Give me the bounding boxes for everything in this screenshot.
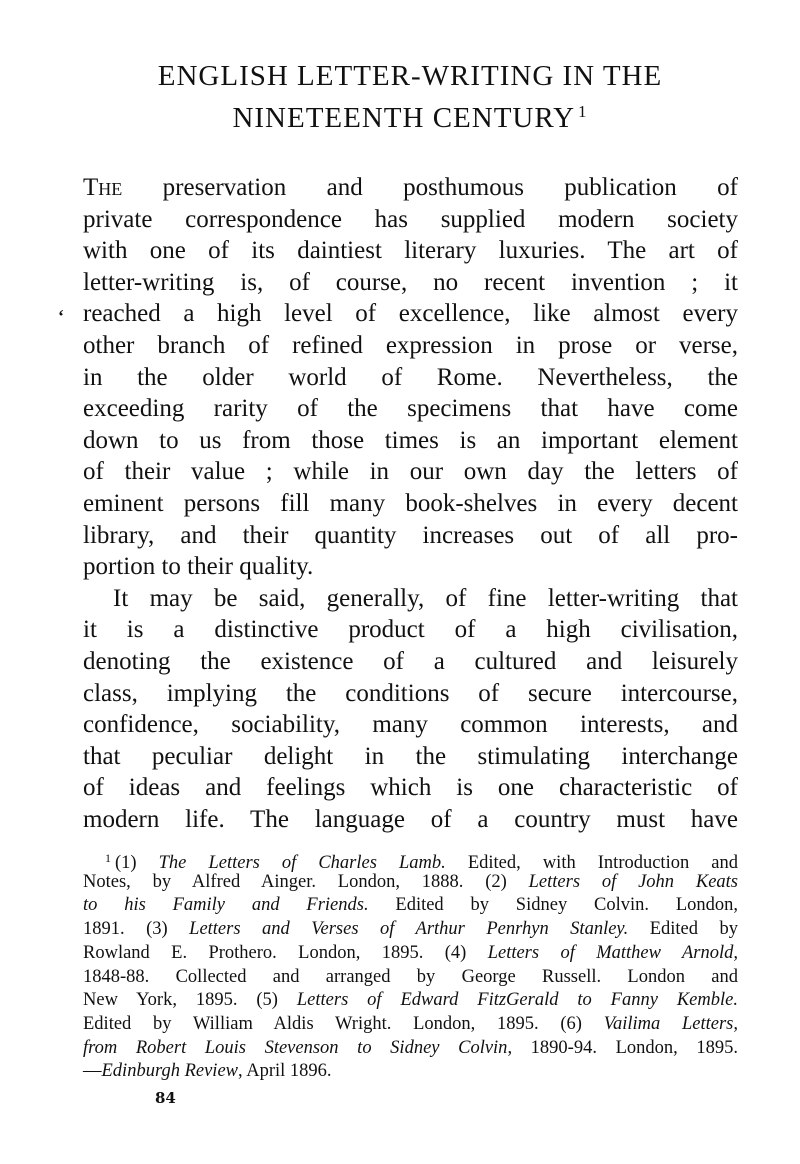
body-line-text: reached a high level of excellence, like almost every [83,300,738,328]
page-number: 84 [155,1089,176,1107]
footnote-line [83,1060,738,1084]
body-line [83,772,738,804]
footnote-text: 1848-88. Collected and arranged by George Russell. London and [83,966,738,987]
chapter-title-text-2: NINETEENTH CENTURY [232,102,576,134]
body-line [83,362,738,394]
body-line-text: library, and their quantity increases out of all pro- [83,521,738,549]
body-line [83,551,738,583]
body-line-text: class, implying the conditions of secure intercourse, [83,679,738,707]
body-line-text: with one of its daintiest literary luxuries. The art of [83,237,738,265]
footnote-italic-title: from Robert Louis Stevenson to Sidney Colvin [83,1037,508,1058]
footnote-text: Edited by [628,919,739,940]
footnote-line [83,942,738,966]
body-line [83,741,738,773]
footnote-line [83,1037,738,1061]
footnote-italic-title: Vailima Letters, [603,1013,738,1034]
drop-word: The [83,174,123,201]
footnote-line [83,989,738,1013]
body-line [83,678,738,710]
footnote-italic-title: Letters of John Keats [528,871,738,892]
body-line [83,235,738,267]
body-line-text: it is a distinctive product of a high civilisation, [83,616,738,644]
footnote-line [83,966,738,990]
body-line [83,298,738,330]
body-line-text: denoting the existence of a cultured and leisurely [83,648,738,675]
body-line [83,456,738,488]
body-line [83,709,738,741]
body-line-text: in the older world of Rome. Nevertheless, the [83,363,738,391]
footnote-line [83,871,738,895]
margin-mark: ‘ [58,306,64,326]
body-line [83,330,738,362]
body-line-text: exceeding rarity of the specimens that have come [83,395,738,423]
footnote-italic-title: Letters and Verses of Arthur Penrhyn Stanley. [189,919,629,940]
body-line [83,393,738,425]
title-footnote-marker: 1 [578,102,588,121]
footnote-italic-title: to his Family and Friends. [83,895,369,916]
body-line-text: portion to their quality. [83,553,314,581]
body-line-text: eminent persons fill many book-shelves in every decent [83,490,738,517]
body-line-text: It may be said, generally, of fine letter-writing that [113,584,738,612]
chapter-title-line-1 [80,58,740,94]
footnote-line [83,918,738,942]
footnote-italic-title: Letters of Matthew Arnold, [487,942,739,963]
body-line [83,646,738,678]
footnote-text: Rowland E. Prothero. London, 1895. (4) [83,942,488,963]
footnote-text: , April 1896. [238,1061,332,1082]
chapter-title-line-2 [80,94,740,136]
footnote-italic-title: The Letters of Charles Lamb. [158,853,446,873]
body-line-text: preservation and posthumous publication of [122,174,738,201]
body-line-text: modern life. The language of a country must have [83,806,738,833]
footnote-marker: 1 [105,851,111,865]
body-line [83,614,738,646]
footnote-line [83,894,738,918]
footnote-text: Notes, by Alfred Ainger. London, 1888. (2) [83,871,529,892]
footnote-text: New York, 1895. (5) [83,990,297,1011]
body-line-text: confidence, sociability, many common interests, and [83,711,738,739]
chapter-title-text-1: ENGLISH LETTER-WRITING IN THE [157,60,663,92]
body-line [113,583,738,615]
footnote-italic-title: Letters of Edward FitzGerald to Fanny Kemble. [296,990,738,1011]
footnote-text: Edited by William Aldis Wright. London, 1895. (6) [83,1013,604,1034]
body-line [83,425,738,457]
body-line-text: letter-writing is, of course, no recent invention ; it [83,268,738,296]
footnote-text: — [83,1061,102,1082]
body-line [83,804,738,836]
body-line-text: of their value ; while in our own day the letters of [83,458,738,486]
body-line-text: that peculiar delight in the stimulating interchange [83,742,738,770]
footnote-line [83,1013,738,1037]
body-line [83,267,738,299]
footnote-text: Edited by Sidney Colvin. London, [368,895,739,916]
footnote-text: 1891. (3) [83,919,190,940]
body-line [83,520,738,552]
body-line [83,204,738,236]
body-line-text: down to us from those times is an important element [83,426,738,454]
footnote-italic-title: Edinburgh Review [101,1061,238,1082]
body-line [83,172,738,204]
body-line [83,488,738,520]
footnote-text: , 1890-94. London, 1895. [507,1037,738,1058]
body-line-text: other branch of refined expression in prose or verse, [83,332,738,359]
body-line-text: of ideas and feelings which is one characteristic of [83,774,738,802]
footnote-text: Edited, with Introduction and [445,853,738,873]
body-line-text: private correspondence has supplied modern society [83,205,738,233]
footnote-text: (1) [115,853,159,873]
